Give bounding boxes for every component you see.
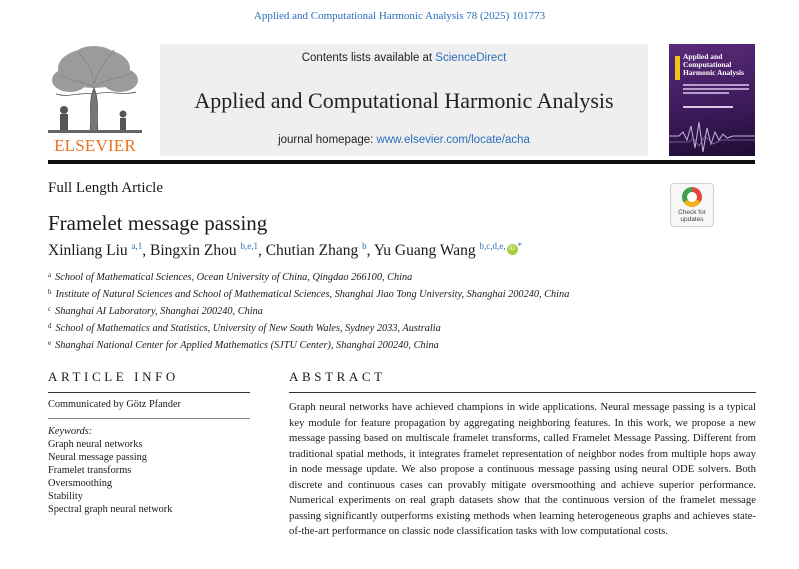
homepage-prefix: journal homepage: — [278, 134, 377, 146]
keywords-list — [48, 425, 172, 516]
contents-line — [160, 52, 648, 64]
journal-header — [160, 44, 648, 156]
affiliation-item: $^e$ Shanghai National Center for Applied Mathematics (SJTU Center), Shanghai 200240, China — [48, 339, 439, 351]
check-updates-icon — [682, 187, 702, 207]
journal-homepage-link[interactable]: www.elsevier.com/locate/acha — [376, 134, 530, 146]
cover-accent-strip — [675, 56, 680, 80]
affiliation-list — [48, 268, 569, 353]
cover-subtitle-lines — [683, 84, 749, 98]
affiliation-item: $^a$ School of Mathematical Sciences, Ocean University of China, Qingdao 266100, China — [48, 271, 413, 283]
author-list: Xinliang Liu $^{a,1}$, Bingxin Zhou $^{b,e,1}$, Chutian Zhang $^b$, Yu Guang Wang $^{b,c,d,e,}$ iD * — [48, 241, 522, 259]
author-name[interactable]: Xinliang Liu — [48, 242, 128, 259]
author-affil-marks[interactable]: a,1 — [131, 241, 143, 251]
communicated-by: Communicated by Götz Pfander — [48, 399, 181, 410]
keyword-item[interactable]: Stability — [48, 491, 83, 502]
paper-title: Framelet message passing — [48, 211, 268, 235]
affiliation-item: $^c$ Shanghai AI Laboratory, Shanghai 200240, China — [48, 305, 263, 317]
keyword-item[interactable]: Graph neural networks — [48, 439, 143, 450]
journal-reference[interactable]: Applied and Computational Harmonic Analysis 78 (2025) 101773 — [253, 10, 546, 22]
author-affil-marks[interactable]: b,c,d,e, — [479, 241, 506, 251]
article-info-rule — [48, 392, 250, 393]
keywords-label: Keywords: — [48, 426, 93, 437]
check-updates-label: Check for updates — [678, 209, 706, 223]
journal-name: Applied and Computational Harmonic Analysis — [194, 88, 614, 113]
abstract-text: Graph neural networks have achieved champions in wide applications. Neural message passing is a typical key module for feature propagation by aggregating neighboring features. In this work, we propose a new message passing based on multiscale framelet transforms, called Framelet Message Passing. Different from traditional spatial methods, it integrates framelet representation of neighbor nodes from multiple hops away in node message update. We also propose a continuous message passing using neural ODE solvers. Both discrete and continuous cases can provably mitigate oversmoothing and achieve superior performance. Numerical experiments on real graph datasets show that the continuous version of the framelet message passing significantly outperforms existing methods when learning heterogeneous graphs and achieves state-of-the-art performance on classic node classification tasks with low computational costs. — [289, 401, 756, 537]
keyword-item[interactable]: Framelet transforms — [48, 465, 132, 476]
check-for-updates-button[interactable] — [670, 183, 714, 227]
orcid-icon[interactable]: iD — [507, 244, 518, 255]
contents-prefix: Contents lists available at — [301, 52, 436, 64]
affiliation-item: $^d$ School of Mathematics and Statistics, University of New South Wales, Sydney 2033, Australia — [48, 322, 441, 334]
abstract-heading: ABSTRACT — [289, 369, 386, 384]
header-rule — [48, 160, 755, 164]
elsevier-wordmark: ELSEVIER — [54, 136, 136, 155]
author-affil-marks[interactable]: b,e,1 — [240, 241, 258, 251]
journal-cover[interactable] — [669, 44, 755, 156]
cover-wave-graphic — [669, 114, 755, 156]
homepage-line — [160, 134, 648, 146]
cover-divider — [683, 106, 733, 108]
keyword-item[interactable]: Spectral graph neural network — [48, 504, 173, 515]
keyword-item[interactable]: Neural message passing — [48, 452, 147, 463]
author-name[interactable]: Chutian Zhang — [265, 242, 359, 259]
article-info-heading: ARTICLE INFO — [48, 369, 179, 384]
sciencedirect-link[interactable]: ScienceDirect — [435, 52, 507, 64]
author-affil-marks[interactable]: b — [362, 241, 367, 251]
corresponding-author-mark[interactable]: * — [517, 241, 522, 251]
abstract-rule — [289, 392, 756, 393]
author-name[interactable]: Bingxin Zhou — [150, 242, 237, 259]
elsevier-logo[interactable] — [48, 44, 142, 156]
article-type: Full Length Article — [48, 180, 163, 196]
keywords-divider — [48, 418, 250, 419]
affiliation-item: $^b$ Institute of Natural Sciences and School of Mathematical Sciences, Shanghai Jiao Tong University, Shanghai 200240, China — [48, 288, 570, 300]
tree-icon — [48, 44, 142, 134]
cover-title: Applied and Computational Harmonic Analysis — [683, 52, 745, 77]
author-name[interactable]: Yu Guang Wang — [373, 242, 476, 259]
keyword-item[interactable]: Oversmoothing — [48, 478, 113, 489]
